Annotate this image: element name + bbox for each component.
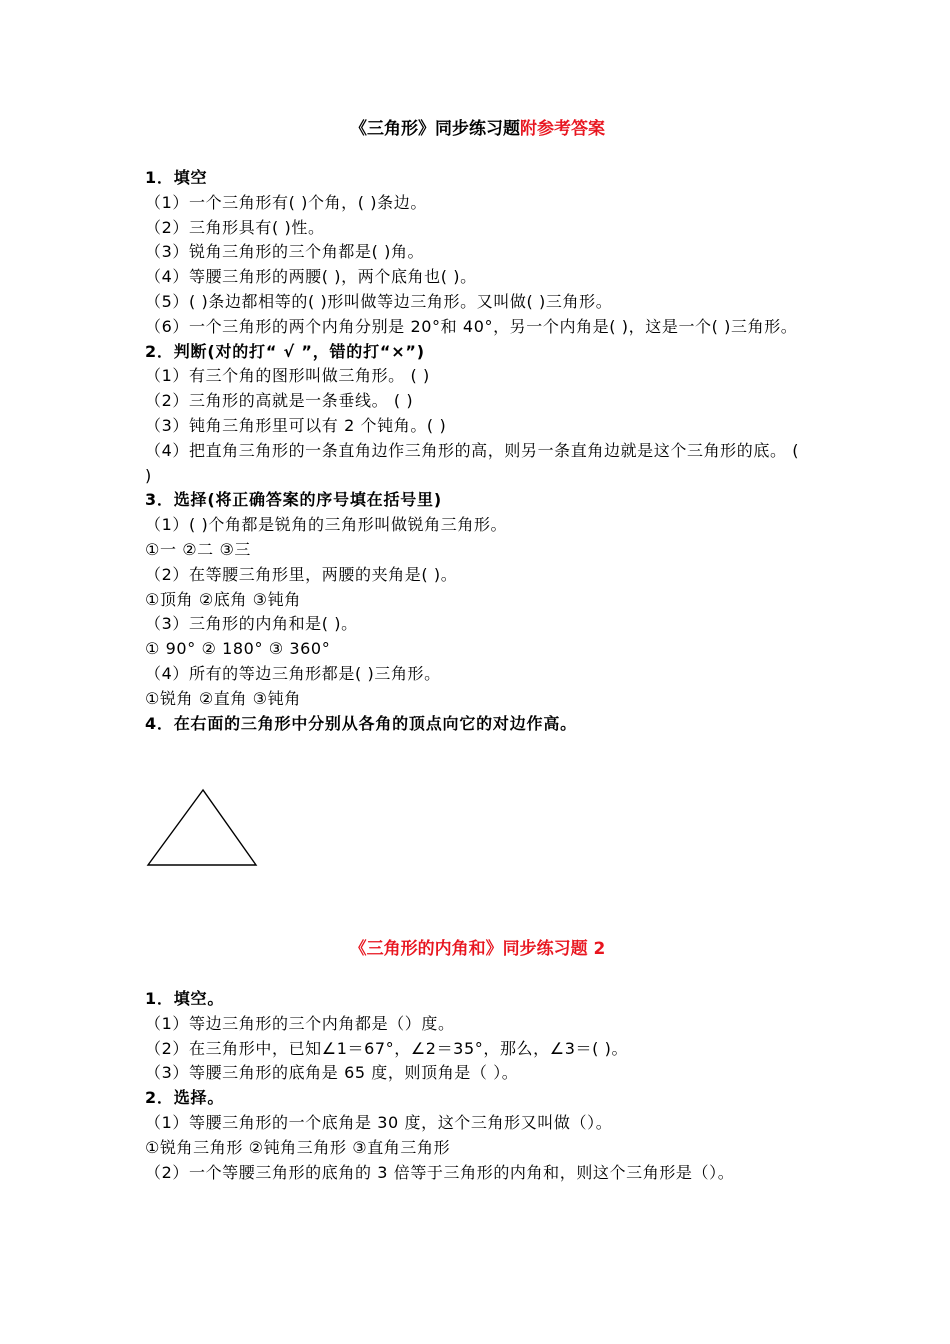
question-line: （2）一个等腰三角形的底角的 3 倍等于三角形的内角和，则这个三角形是（）。 — [145, 1162, 735, 1182]
worksheet-title-2: 《三角形的内角和》同步练习题 2 — [349, 939, 606, 959]
question-line: （4）所有的等边三角形都是( )三角形。 — [145, 663, 441, 683]
question-line: （1）一个三角形有( )个角，( )条边。 — [145, 192, 427, 212]
answer-options: ①一 ②二 ③三 — [145, 539, 252, 559]
question-line: （2）三角形的高就是一条垂线。 ( ) — [145, 391, 414, 411]
answer-options: ①锐角 ②直角 ③钝角 — [145, 688, 301, 708]
question-heading-draw: 4．在右面的三角形中分别从各角的顶点向它的对边作高。 — [145, 713, 577, 733]
title-answer-note: 附参考答案 — [520, 119, 605, 139]
question-line: （4）把直角三角形的一条直角边作三角形的高，则另一条直角边就是这个三角形的底。 ( ) — [145, 440, 800, 485]
question-line: （3）等腰三角形的底角是 65 度，则顶角是（ ）。 — [145, 1063, 519, 1083]
question-heading-fill: 1．填空。 — [145, 989, 225, 1008]
question-line: （3）钝角三角形里可以有 2 个钝角。( ) — [145, 415, 447, 435]
answer-options: ① 90° ② 180° ③ 360° — [145, 639, 331, 659]
question-line: （5）( )条边都相等的( )形叫做等边三角形。又叫做( )三角形。 — [145, 291, 613, 311]
question-line: （1）等边三角形的三个内角都是（）度。 — [145, 1013, 455, 1033]
question-heading-choice: 2．选择。 — [145, 1088, 225, 1108]
question-heading-judge: 2．判断(对的打“ √ ”，错的打“×”) — [145, 341, 425, 361]
question-line: （1）有三个角的图形叫做三角形。 ( ) — [145, 366, 430, 386]
question-line: （2）在三角形中，已知∠1＝67°，∠2＝35°，那么，∠3＝( )。 — [145, 1038, 629, 1058]
question-line: （4）等腰三角形的两腰( )，两个底角也( )。 — [145, 267, 477, 287]
section-triangle-exercises — [145, 166, 810, 736]
question-heading-fill: 1．填空 — [145, 168, 208, 187]
question-line: （2）在等腰三角形里，两腰的夹角是( )。 — [145, 564, 458, 584]
question-line: （2）三角形具有( )性。 — [145, 217, 325, 237]
section-interior-angles — [145, 987, 810, 1185]
question-line: （3）三角形的内角和是( )。 — [145, 614, 358, 634]
question-line: （1）等腰三角形的一个底角是 30 度，这个三角形又叫做（）。 — [145, 1112, 613, 1132]
triangle-figure — [145, 785, 265, 875]
question-line: （3）锐角三角形的三个角都是( )角。 — [145, 242, 425, 262]
answer-options: ①锐角三角形 ②钝角三角形 ③直角三角形 — [145, 1137, 451, 1157]
question-line: （6）一个三角形的两个内角分别是 20°和 40°，另一个内角是( )，这是一个( )三角形。 — [145, 316, 798, 336]
answer-options: ①顶角 ②底角 ③钝角 — [145, 589, 301, 609]
question-heading-choice: 3．选择(将正确答案的序号填在括号里) — [145, 490, 442, 510]
title-main: 《三角形》同步练习题 — [350, 119, 520, 139]
worksheet-title — [145, 117, 810, 141]
question-line: （1）( )个角都是锐角的三角形叫做锐角三角形。 — [145, 515, 508, 535]
triangle-outline — [148, 790, 256, 865]
